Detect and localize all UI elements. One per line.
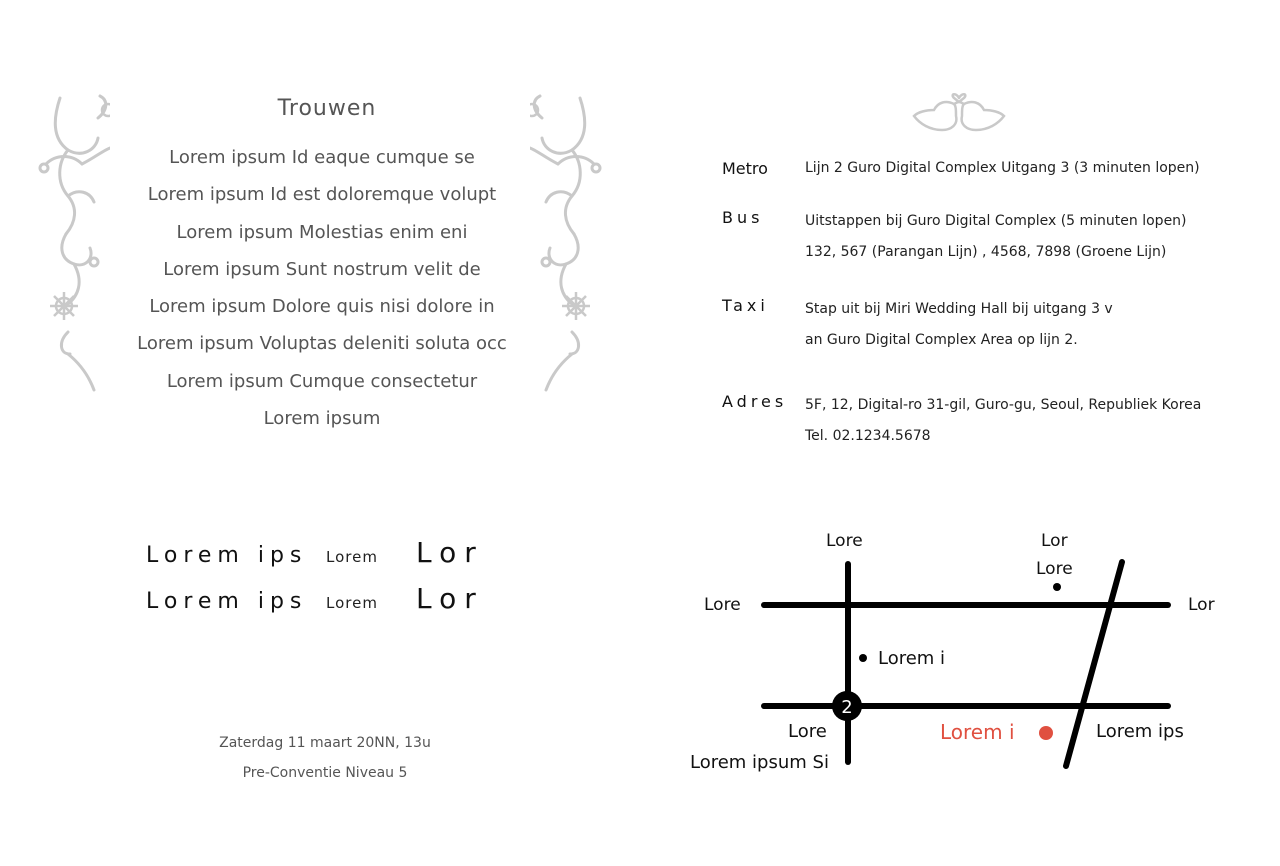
- taxi-info: [805, 294, 1113, 356]
- person-role: Lorem: [326, 594, 378, 612]
- map-label: Lore: [788, 721, 827, 742]
- person-role: Lorem: [326, 548, 378, 566]
- destination-marker-icon: [1039, 726, 1053, 740]
- map-label: Lorem ipsum Si: [690, 752, 829, 773]
- metro-line: Lijn 2 Guro Digital Complex Uitgang 3 (3 minuten lopen): [805, 160, 1200, 176]
- poem-line: Lorem ipsum Voluptas deleniti soluta occ: [137, 333, 507, 355]
- poem-line: Lorem ipsum Id est doloremque volupt: [147, 184, 497, 206]
- event-venue: Pre-Conventie Niveau 5: [242, 765, 408, 781]
- bus-label: Bus: [722, 208, 764, 227]
- event-date: Zaterdag 11 maart 20NN, 13u: [219, 735, 431, 751]
- name-row: [146, 582, 484, 628]
- poem-line: Lorem ipsum Sunt nostrum velit de: [163, 258, 481, 280]
- location-map: [680, 520, 1240, 790]
- address-label: Adres: [722, 392, 788, 411]
- map-label: Lorem ips: [1096, 721, 1184, 742]
- name-row: [146, 536, 484, 582]
- poem: [0, 146, 644, 444]
- person-name: Lorem ips: [146, 543, 308, 568]
- address-info: [805, 390, 1201, 452]
- map-label: Lore: [826, 531, 863, 551]
- phone-line: Tel. 02.1234.5678: [805, 428, 931, 444]
- bus-line: 132, 567 (Parangan Lijn) , 4568, 7898 (Groene Lijn): [805, 244, 1167, 260]
- poem-line: Lorem ipsum Molestias enim eni: [176, 221, 468, 243]
- destination-label: Lorem i: [940, 720, 1015, 744]
- metro-info: [805, 153, 1200, 184]
- couple-names: [146, 536, 484, 628]
- poem-line: Lorem ipsum Cumque consectetur: [166, 370, 478, 392]
- map-label: Lorem i: [878, 648, 946, 669]
- event-info: [0, 728, 650, 788]
- bus-info: [805, 206, 1187, 268]
- map-label: Lore: [704, 595, 741, 615]
- page-title: Trouwen: [277, 96, 377, 121]
- poem-line: Lorem ipsum: [263, 408, 381, 430]
- love-birds-icon: [910, 90, 1008, 134]
- landmark-dot: [1053, 583, 1061, 591]
- metro-station-number: 2: [841, 697, 853, 718]
- person-initial: Lor: [416, 582, 484, 615]
- taxi-line: Stap uit bij Miri Wedding Hall bij uitgang 3 v: [805, 301, 1113, 317]
- poem-line: Lorem ipsum Id eaque cumque se: [169, 147, 475, 168]
- landmark-dot: [859, 654, 867, 662]
- taxi-label: Taxi: [722, 296, 769, 315]
- map-label: Lore: [1036, 559, 1073, 579]
- poem-line: Lorem ipsum Dolore quis nisi dolore in: [149, 296, 495, 318]
- person-initial: Lor: [416, 536, 484, 569]
- metro-label: Metro: [722, 159, 768, 178]
- person-name: Lorem ips: [146, 589, 308, 614]
- taxi-line: an Guro Digital Complex Area op lijn 2.: [805, 332, 1078, 348]
- bus-line: Uitstappen bij Guro Digital Complex (5 minuten lopen): [805, 213, 1187, 229]
- map-label: Lor: [1041, 531, 1068, 551]
- map-label: Lor: [1188, 595, 1215, 615]
- address-line: 5F, 12, Digital-ro 31-gil, Guro-gu, Seoul, Republiek Korea: [805, 397, 1202, 413]
